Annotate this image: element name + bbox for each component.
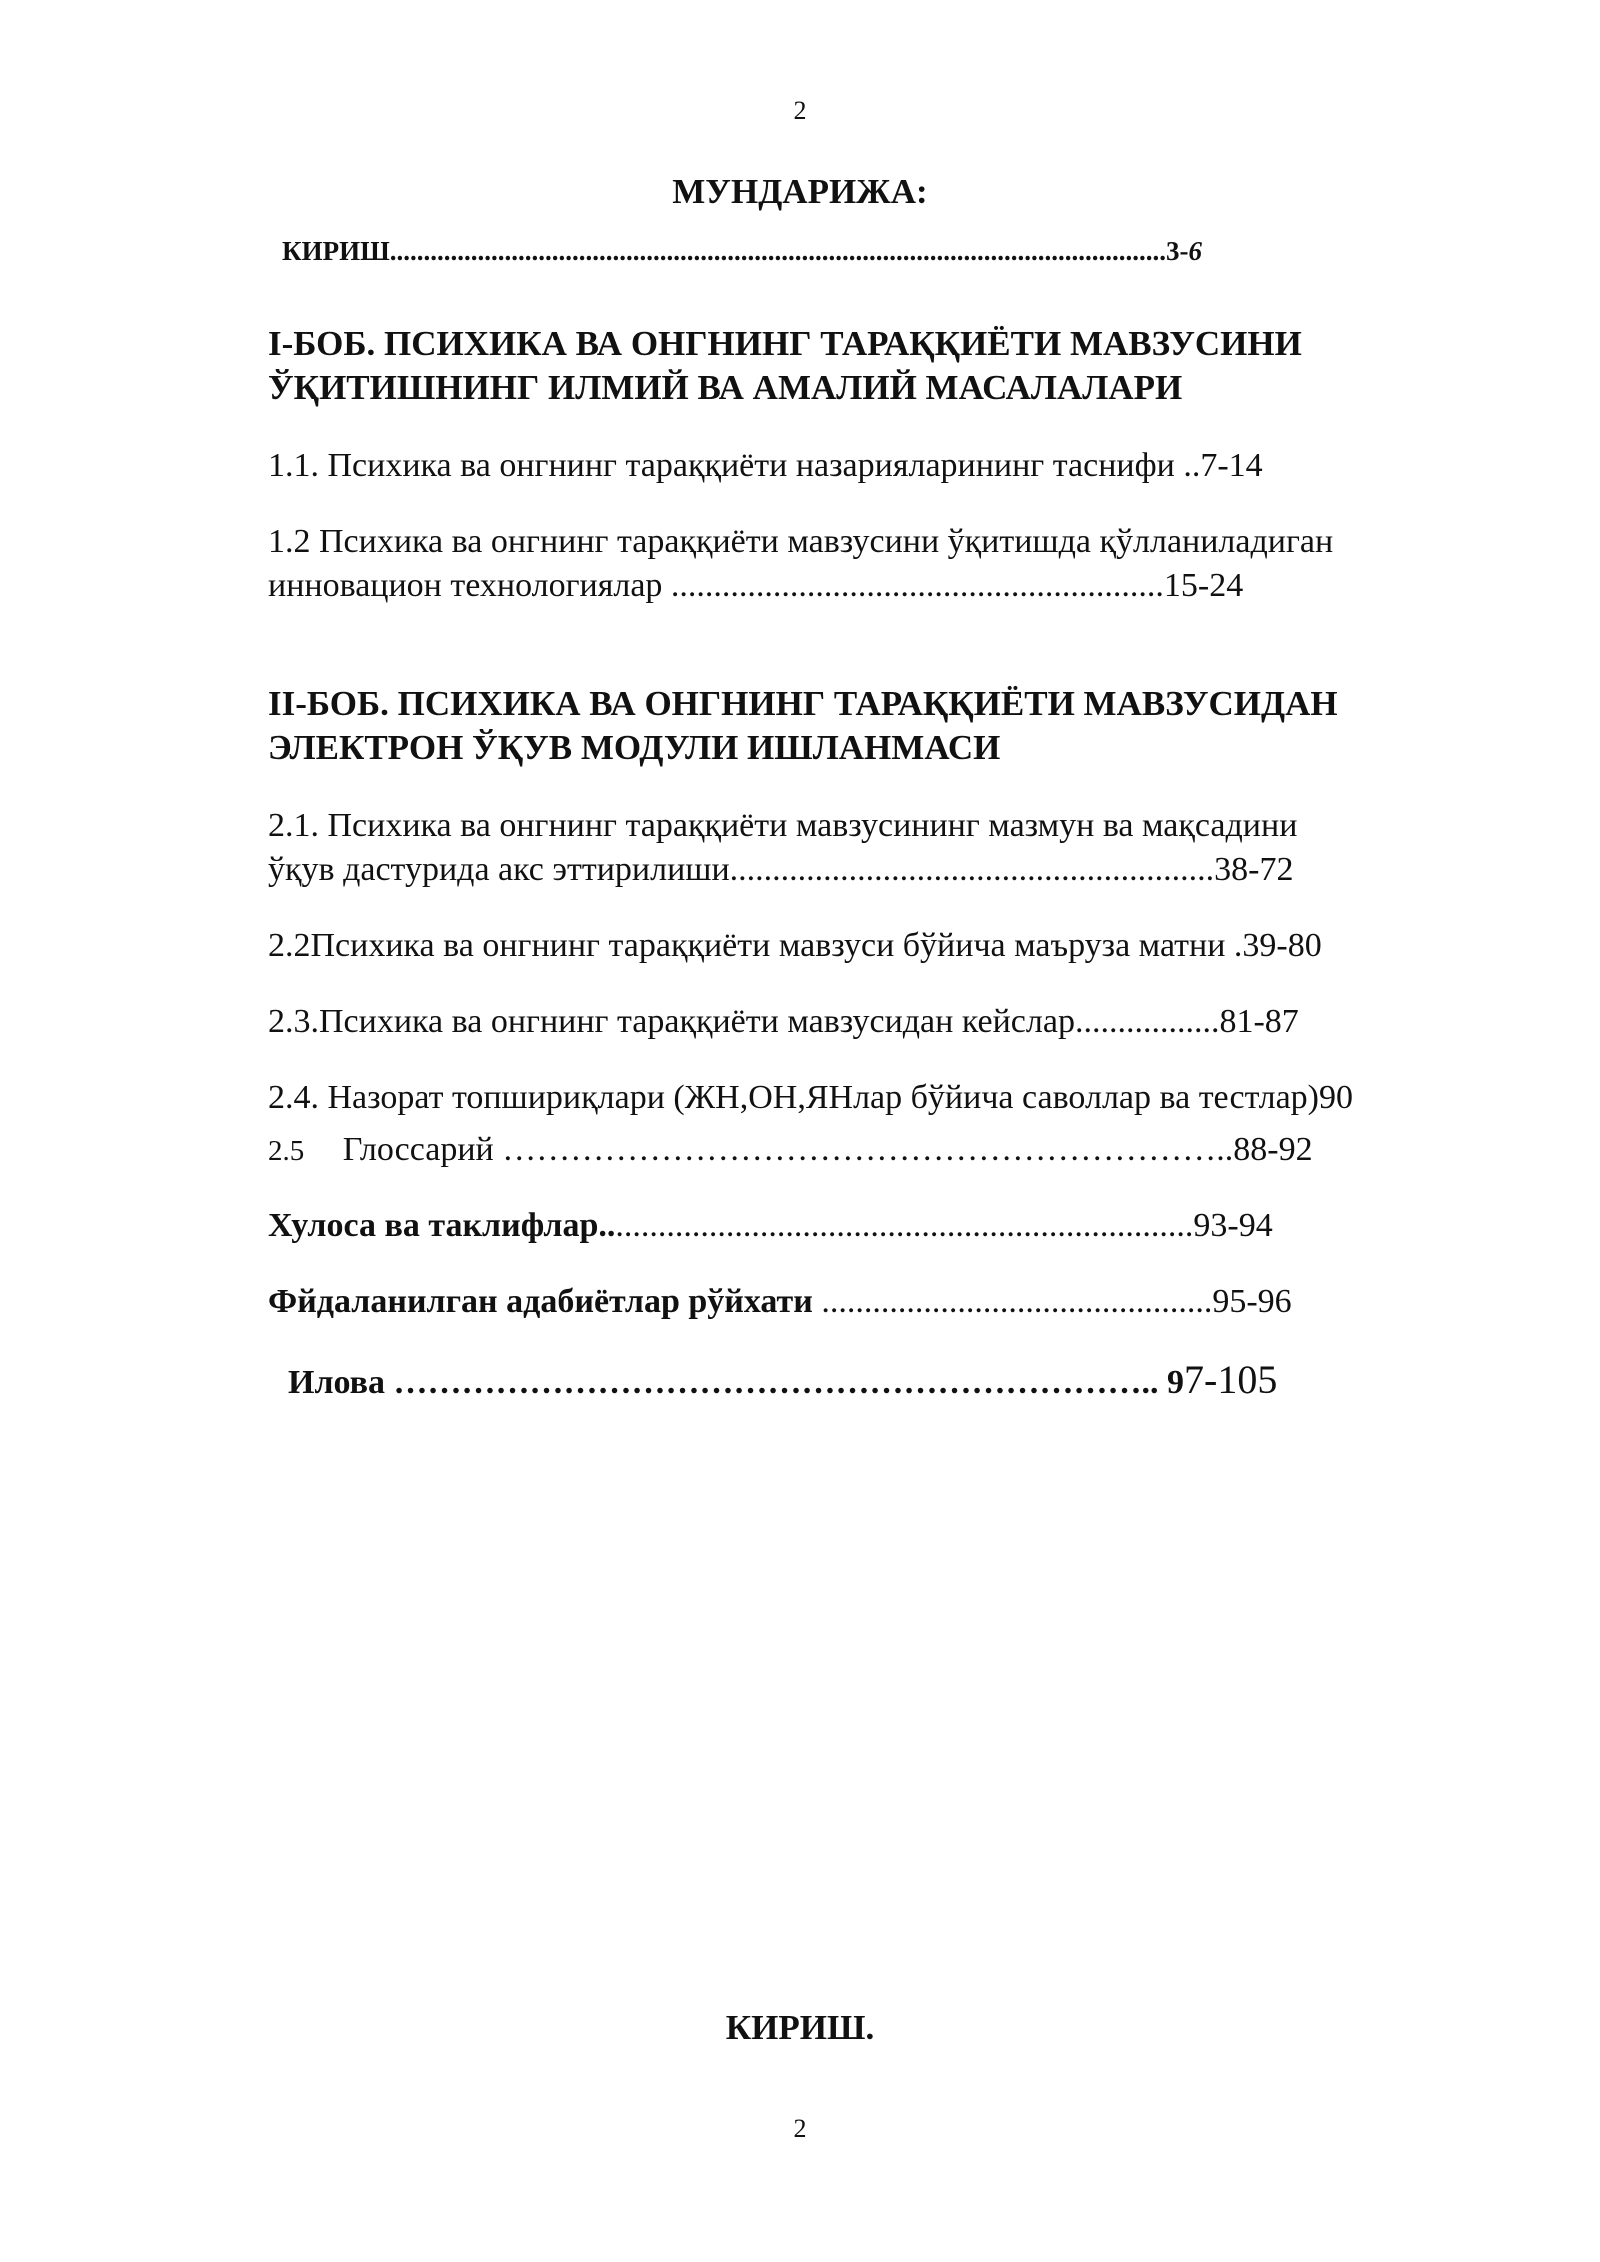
toc-appendix-entry[interactable] <box>288 1356 1277 1403</box>
chapter1-heading-line1: I-БОБ. ПСИХИКА ВА ОНГНИНГ ТАРАҚҚИЁТИ МАВЗУСИНИ <box>268 324 1302 363</box>
chapter1-heading-line2: ЎҚИТИШНИНГ ИЛМИЙ ВА АМАЛИЙ МАСАЛАЛАРИ <box>268 368 1183 407</box>
toc-entry-2-5[interactable] <box>268 1128 1313 1173</box>
toc-entry-1-2-line1: 1.2 Психика ва онгнинг тараққиёти мавзусини ўқитишда қўлланиладиган <box>268 523 1334 560</box>
toc-intro-entry[interactable] <box>282 236 1202 267</box>
toc-appendix-pages: 7-105 <box>1184 1357 1278 1402</box>
toc-entry-2-5-text: Глоссарий ………………………………………………………..88-92 <box>342 1131 1313 1168</box>
toc-intro-label: КИРИШ <box>282 236 390 266</box>
toc-appendix-label: Илова ………………………………………………………….. 9 <box>288 1364 1185 1401</box>
toc-intro-pages: 3- <box>1165 236 1189 266</box>
toc-intro-leader: ................................................................................................................... <box>389 236 1166 266</box>
chapter2-heading-line2: ЭЛЕКТРОН ЎҚУВ МОДУЛИ ИШЛАНМАСИ <box>268 728 1001 767</box>
toc-entry-2-4[interactable]: 2.4. Назорат топшириқлари (ЖН,ОН,ЯНлар бўйича саволлар ва тестлар)90 <box>268 1079 1353 1116</box>
toc-entry-1-2-line2: инновацион технологиялар ..........................................................15-24 <box>268 567 1244 604</box>
toc-entry-2-5-number: 2.5 <box>268 1135 305 1167</box>
toc-entry-2-2[interactable]: 2.2Психика ва онгнинг тараққиёти мавзуси бўйича маъруза матни .39-80 <box>268 927 1322 964</box>
footer-page-number: 2 <box>793 2114 807 2143</box>
toc-references-label: Фйдаланилган адабиётлар рўйхати <box>268 1283 813 1320</box>
chapter2-heading-line1: II-БОБ. ПСИХИКА ВА ОНГНИНГ ТАРАҚҚИЁТИ МАВЗУСИДАН <box>268 684 1338 723</box>
toc-entry-2-1[interactable] <box>268 804 1297 892</box>
toc-references-entry[interactable] <box>268 1280 1292 1324</box>
toc-intro-pages-italic: 6 <box>1188 236 1202 266</box>
toc-entry-2-3[interactable]: 2.3.Психика ва онгнинг тараққиёти мавзусидан кейслар.................81-87 <box>268 1003 1299 1040</box>
toc-title: МУНДАРИЖА: <box>672 172 928 211</box>
toc-entry-1-1[interactable]: 1.1. Психика ва онгнинг тараққиёти назарияларининг таснифи ..7-14 <box>268 447 1263 484</box>
toc-entry-1-2[interactable] <box>268 520 1333 608</box>
toc-conclusion-entry[interactable] <box>268 1204 1273 1248</box>
header-page-number: 2 <box>793 96 807 125</box>
toc-entry-2-1-line2: ўқув дастурида акс эттирилиши.........................................................38-72 <box>268 851 1294 888</box>
next-section-title: КИРИШ. <box>725 2008 875 2047</box>
toc-conclusion-label: Хулоса ва таклифлар.. <box>268 1207 616 1244</box>
toc-entry-2-1-line1: 2.1. Психика ва онгнинг тараққиёти мавзусининг мазмун ва мақсадини <box>268 807 1298 844</box>
toc-conclusion-pages: ....................................................................93-94 <box>615 1207 1273 1244</box>
chapter1-heading <box>268 322 1302 410</box>
toc-references-pages: ..............................................95-96 <box>812 1283 1292 1320</box>
chapter2-heading <box>268 682 1338 770</box>
